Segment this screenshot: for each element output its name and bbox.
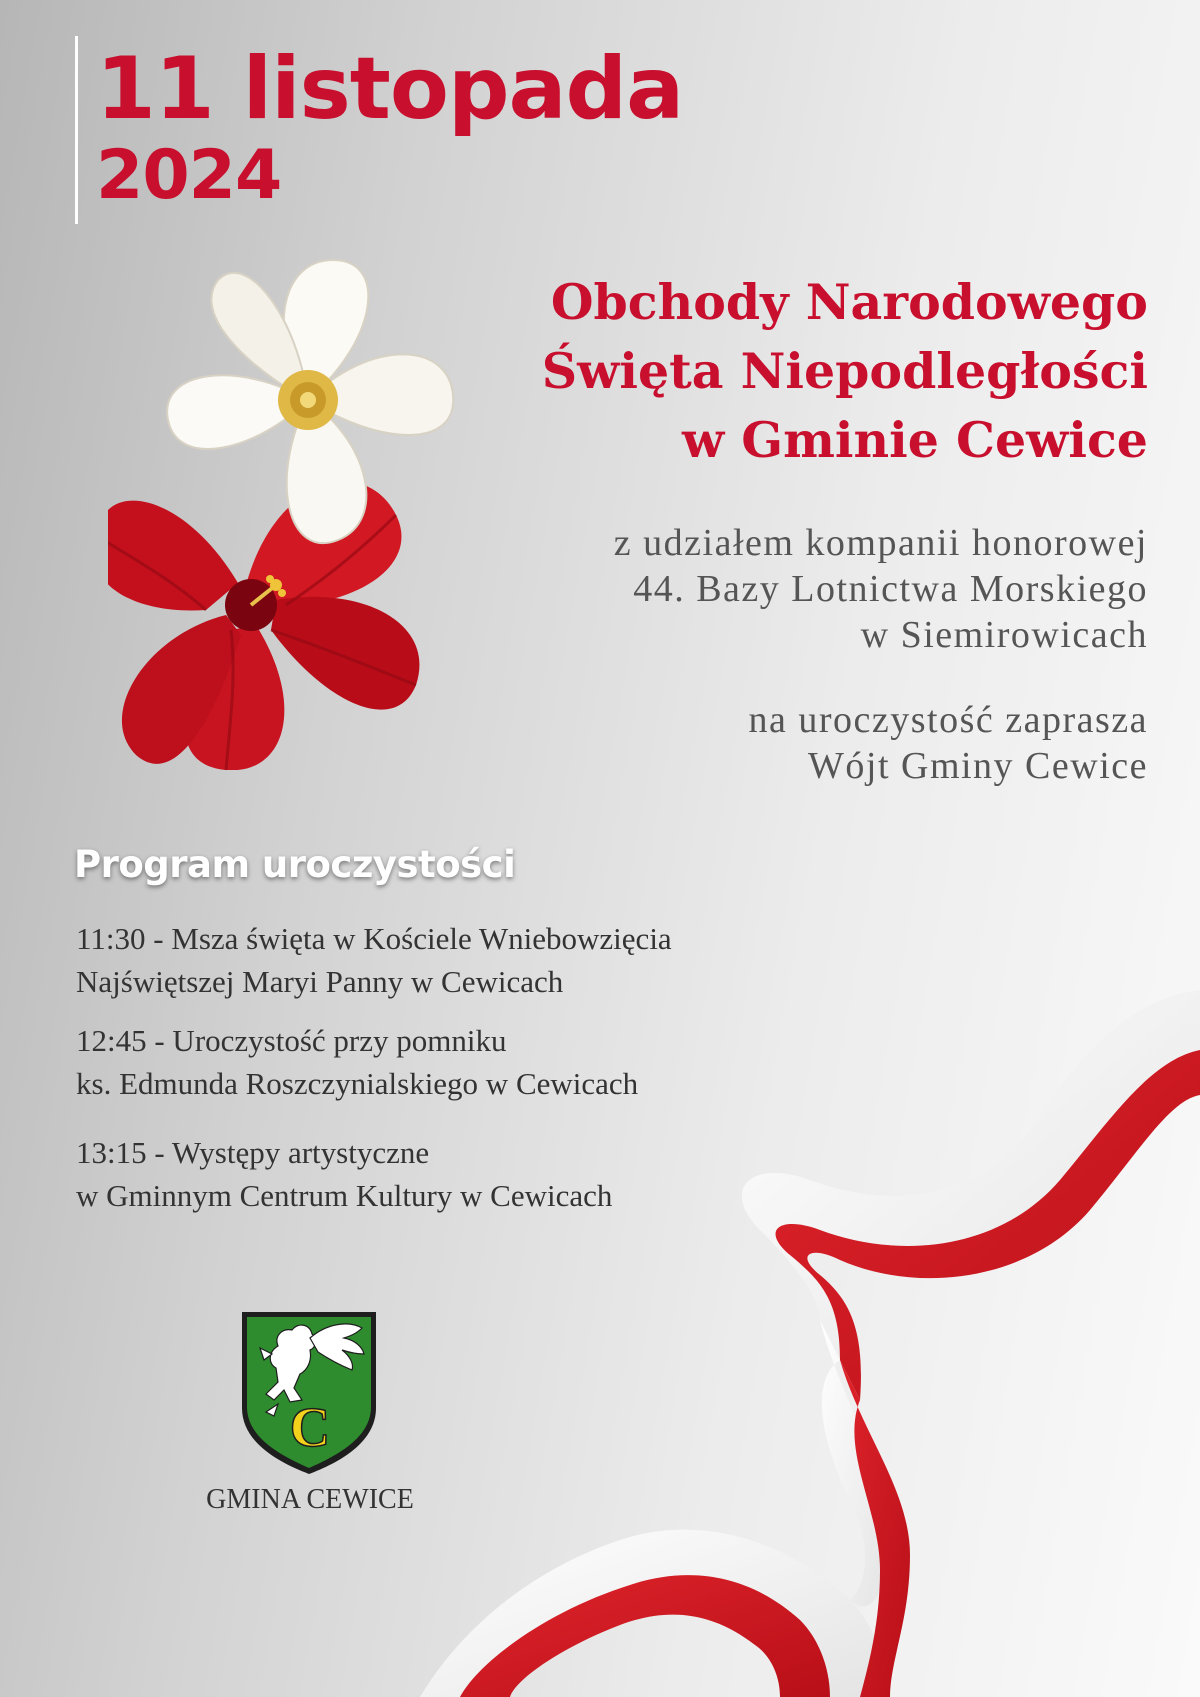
participation-line: w Siemirowicach <box>860 614 1148 656</box>
accent-divider-line <box>75 36 78 224</box>
participation-line: 44. Bazy Lotnictwa Morskiego <box>633 568 1148 610</box>
invitation-info <box>428 697 1148 789</box>
red-flower <box>108 482 419 770</box>
title-line: w Gminie Cewice <box>681 411 1148 469</box>
crest-letter: C <box>289 1397 331 1459</box>
event-title <box>448 268 1148 475</box>
program-event <box>76 917 672 1003</box>
program-event-line: w Gminnym Centrum Kultury w Cewicach <box>76 1178 613 1213</box>
crest-label: GMINA CEWICE <box>206 1484 414 1515</box>
participation-info <box>428 520 1148 658</box>
program-event <box>76 1019 638 1105</box>
program-event-line: 11:30 - Msza święta w Kościele Wniebowzięcia <box>76 921 672 956</box>
white-flower <box>167 260 453 543</box>
invitation-line: Wójt Gminy Cewice <box>808 745 1148 787</box>
program-heading: Program uroczystości <box>74 843 516 886</box>
flowers-icon <box>108 250 498 770</box>
program-event-line: 13:15 - Występy artystyczne <box>76 1135 430 1170</box>
title-line: Obchody Narodowego <box>550 273 1148 331</box>
program-event-line: 12:45 - Uroczystość przy pomniku <box>76 1023 507 1058</box>
crest-icon <box>238 1308 380 1476</box>
invitation-line: na uroczystość zaprasza <box>748 699 1148 741</box>
program-event-line: ks. Edmunda Roszczynialskiego w Cewicach <box>76 1066 639 1101</box>
event-year: 2024 <box>96 136 282 215</box>
event-date: 11 listopada <box>96 39 684 139</box>
title-line: Święta Niepodległości <box>541 342 1148 400</box>
program-event-line: Najświętszej Maryi Panny w Cewicach <box>76 964 564 999</box>
program-event <box>76 1131 612 1217</box>
participation-line: z udziałem kompanii honorowej <box>613 522 1148 564</box>
